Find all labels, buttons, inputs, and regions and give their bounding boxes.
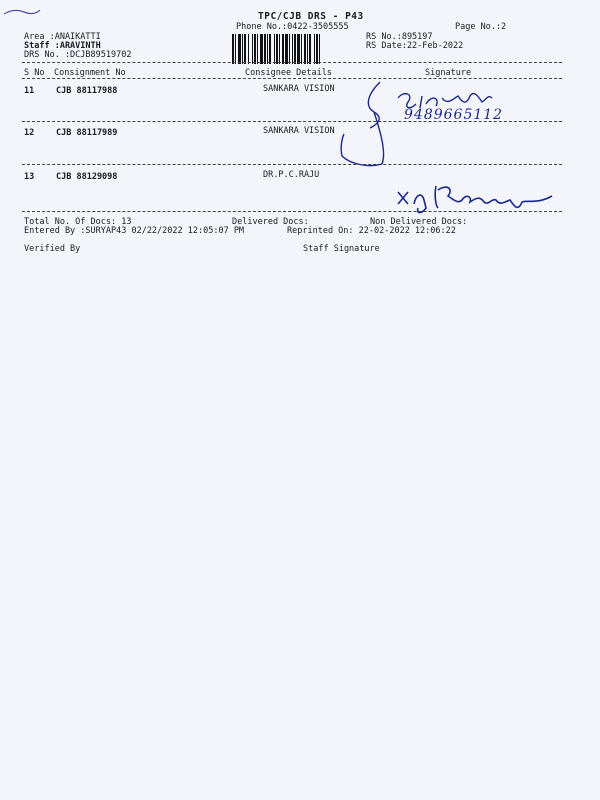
row-consignment: CJB 88129098 [56, 172, 118, 182]
row-sno: 12 [24, 128, 35, 138]
col-header-consignment: Consignment No [54, 68, 126, 78]
row-consignment: CJB 88117988 [56, 86, 118, 96]
row-sno: 13 [24, 172, 35, 182]
row-consignee: DR.P.C.RAJU [263, 170, 320, 180]
handwritten-signature-2 [392, 178, 562, 218]
delivered-docs: Delivered Docs: [232, 217, 309, 227]
staff-signature: Staff Signature [303, 244, 380, 254]
divider [22, 62, 562, 63]
document-title: TPC/CJB DRS - P43 [258, 11, 364, 22]
drs-number: DRS No. :DCJB89519702 [24, 50, 132, 60]
barcode [232, 34, 358, 64]
rs-date: RS Date:22-Feb-2022 [366, 41, 464, 51]
row-sno: 11 [24, 86, 35, 96]
signature-phone: 9489665112 [404, 107, 504, 123]
row-consignment: CJB 88117989 [56, 128, 118, 138]
handwritten-signature-1 [338, 76, 518, 172]
reprinted-on: Reprinted On: 22-02-2022 12:06:22 [287, 226, 456, 236]
area-label: Area :ANAIKATTI [24, 32, 101, 42]
staff-label: Staff :ARAVINTH [24, 41, 101, 51]
entered-by: Entered By :SURYAP43 02/22/2022 12:05:07 PM [24, 226, 245, 236]
col-header-signature: Signature [425, 68, 472, 78]
page-number: Page No.:2 [455, 22, 507, 32]
rs-number: RS No.:895197 [366, 32, 433, 42]
col-header-sno: S No [24, 68, 45, 78]
row-consignee: SANKARA VISION [263, 84, 335, 94]
row-consignee: SANKARA VISION [263, 126, 335, 136]
non-delivered-docs: Non Delivered Docs: [370, 217, 468, 227]
phone-number: Phone No.:0422-3505555 [236, 22, 349, 32]
verified-by: Verified By [24, 244, 81, 254]
col-header-consignee: Consignee Details [245, 68, 332, 78]
total-docs: Total No. Of Docs: 13 [24, 217, 132, 227]
pen-mark [2, 4, 42, 18]
